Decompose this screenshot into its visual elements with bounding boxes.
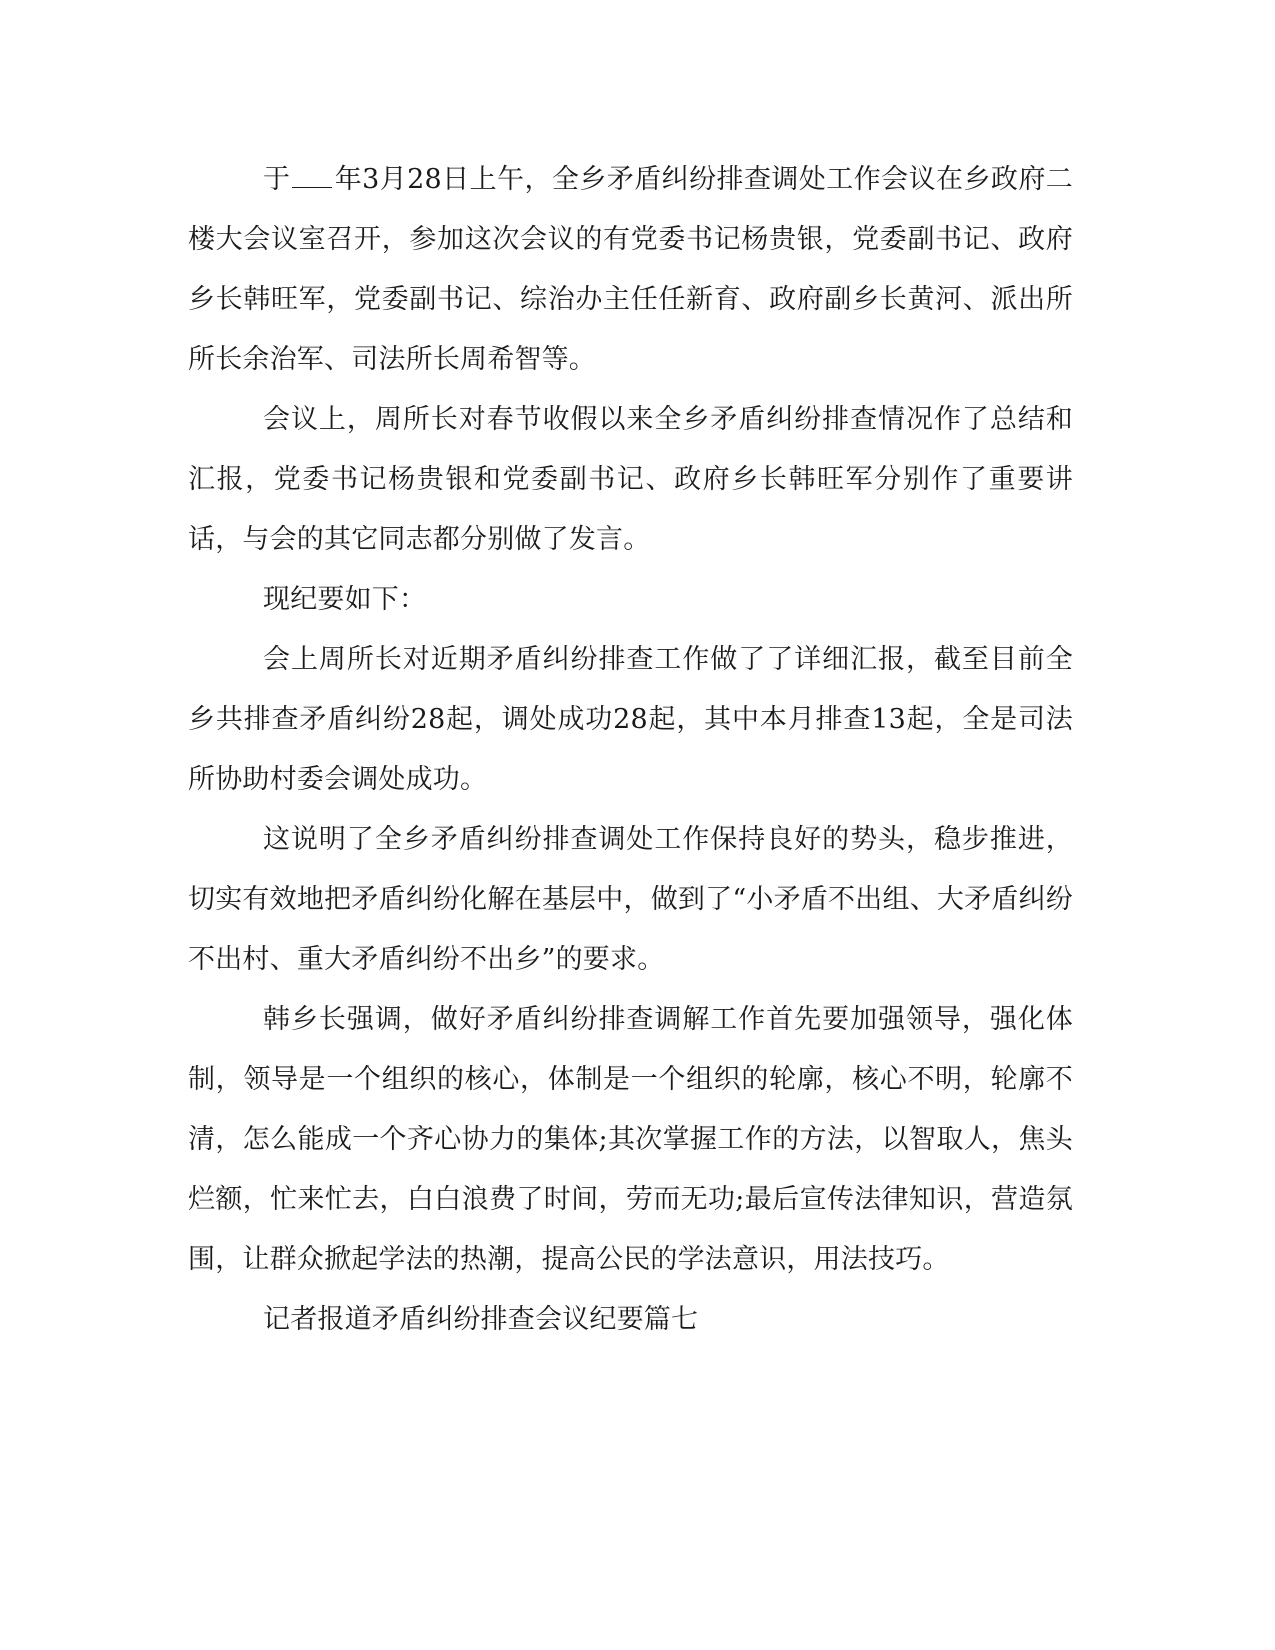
paragraph-report: 会上周所长对近期矛盾纠纷排查工作做了了详细汇报，截至目前全乡共排查矛盾纠纷28起，调处成功28起，其中本月排查13起，全是司法所协助村委会调处成功。 bbox=[188, 644, 1073, 795]
paragraph-minutes-heading: 现纪要如下： bbox=[263, 584, 427, 615]
paragraph-section-title: 记者报道矛盾纠纷排查会议纪要篇七 bbox=[263, 1304, 699, 1335]
paragraph-meeting-summary: 会议上，周所长对春节收假以来全乡矛盾纠纷排查情况作了总结和汇报，党委书记杨贵银和党委副书记、政府乡长韩旺军分别作了重要讲话，与会的其它同志都分别做了发言。 bbox=[188, 404, 1073, 555]
year-blank bbox=[292, 163, 332, 188]
paragraph-meeting-intro bbox=[188, 150, 1073, 390]
paragraph-emphasis: 韩乡长强调，做好矛盾纠纷排查调解工作首先要加强领导，强化体制，领导是一个组织的核心，体制是一个组织的轮廓，核心不明，轮廓不清，怎么能成一个齐心协力的集体;其次掌握工作的方法，以智取人，焦头烂额，忙来忙去，白白浪费了时间，劳而无功;最后宣传法律知识，营造氛围，让群众掀起学法的热潮，提高公民的学法意识，用法技巧。 bbox=[188, 1004, 1073, 1275]
paragraph-conclusion: 这说明了全乡矛盾纠纷排查调处工作保持良好的势头，稳步推进，切实有效地把矛盾纠纷化解在基层中，做到了“小矛盾不出组、大矛盾纠纷不出村、重大矛盾纠纷不出乡”的要求。 bbox=[188, 824, 1073, 975]
intro-text: 年3月28日上午，全乡矛盾纠纷排查调处工作会议在乡政府二楼大会议室召开，参加这次会议的有党委书记杨贵银，党委副书记、政府乡长韩旺军，党委副书记、综治办主任任新育、政府副乡长黄河、派出所所长余治军、司法所长周希智等。 bbox=[188, 164, 1074, 375]
intro-prefix: 于 bbox=[263, 164, 291, 195]
document-page bbox=[188, 150, 1073, 1350]
